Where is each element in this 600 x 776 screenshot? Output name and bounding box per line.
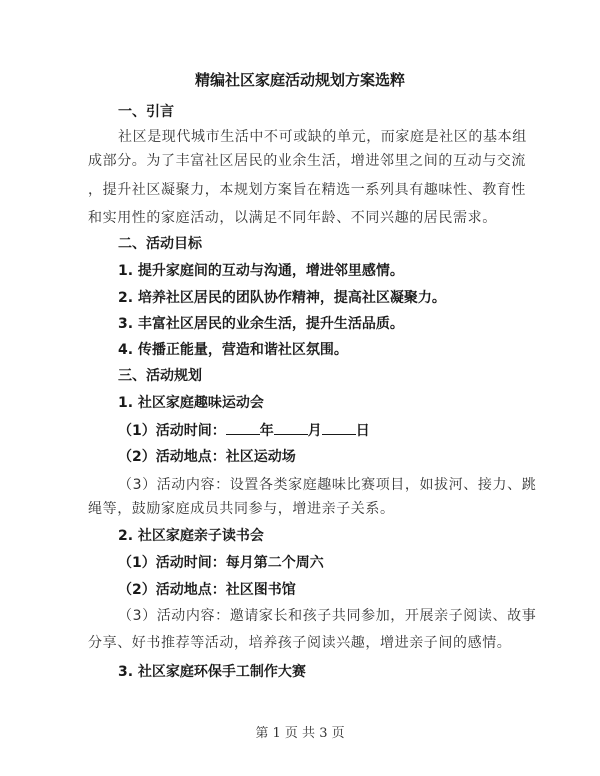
- year-blank: [226, 420, 260, 435]
- goal-item-3: 3. 丰富社区居民的业余生活，提升生活品质。: [118, 316, 404, 332]
- activity-2-time: （1）活动时间：每月第二个周六: [118, 555, 324, 571]
- activity-3-title: 3. 社区家庭环保手工制作大赛: [118, 664, 306, 680]
- intro-paragraph-line-1: 社区是现代城市生活中不可或缺的单元，而家庭是社区的基本组: [118, 129, 527, 145]
- page-number-footer: 第 1 页 共 3 页: [255, 726, 345, 741]
- activity-1-title: 1. 社区家庭趣味运动会: [118, 395, 264, 411]
- activity-1-content-line-2: 绳等，鼓励家庭成员共同参与，增进亲子关系。: [88, 501, 395, 517]
- goal-item-4: 4. 传播正能量，营造和谐社区氛围。: [118, 342, 348, 358]
- intro-paragraph-line-4: 和实用性的家庭活动，以满足不同年龄、不同兴趣的居民需求。: [88, 210, 497, 226]
- section-heading-plan: 三、活动规划: [118, 368, 202, 384]
- goal-item-2: 2. 培养社区居民的团队协作精神，提高社区凝聚力。: [118, 290, 446, 306]
- day-blank: [322, 420, 356, 435]
- activity-1-content-line-1: （3）活动内容：设置各类家庭趣味比赛项目，如拔河、接力、跳: [118, 477, 537, 493]
- section-heading-goals: 二、活动目标: [118, 236, 202, 252]
- month-unit: 月: [307, 423, 322, 439]
- activity-1-time: [118, 420, 558, 441]
- section-heading-intro: 一、引言: [118, 104, 174, 120]
- activity-2-content-line-2: 分享、好书推荐等活动，培养孩子阅读兴趣，增进亲子间的感情。: [88, 635, 512, 651]
- activity-2-content-line-1: （3）活动内容：邀请家长和孩子共同参加，开展亲子阅读、故事: [118, 608, 537, 624]
- month-blank: [274, 420, 308, 435]
- year-unit: 年: [259, 423, 274, 439]
- activity-2-title: 2. 社区家庭亲子读书会: [118, 528, 264, 544]
- intro-paragraph-line-3: ，提升社区凝聚力，本规划方案旨在精选一系列具有趣味性、教育性: [88, 182, 526, 198]
- activity-2-location: （2）活动地点：社区图书馆: [118, 582, 296, 598]
- document-title: 精编社区家庭活动规划方案选粹: [194, 71, 405, 89]
- activity-1-time-label: （1）活动时间：: [118, 423, 226, 439]
- day-unit: 日: [355, 423, 370, 439]
- goal-item-1: 1. 提升家庭间的互动与沟通，增进邻里感情。: [118, 263, 404, 279]
- activity-1-location: （2）活动地点：社区运动场: [118, 449, 296, 465]
- intro-paragraph-line-2: 成部分。为了丰富社区居民的业余生活，增进邻里之间的互动与交流: [88, 153, 526, 169]
